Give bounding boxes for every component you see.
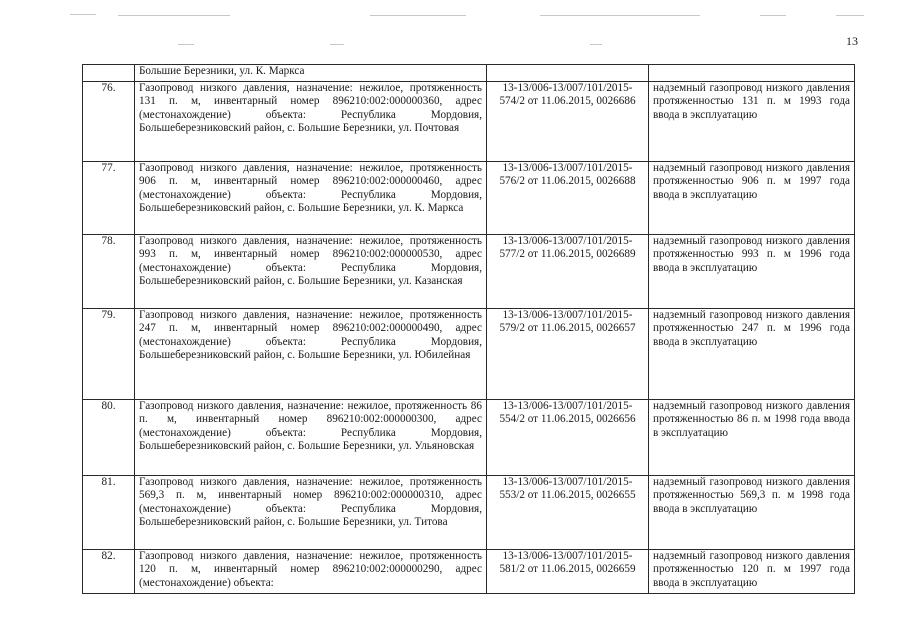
- table-row-continued: [83, 65, 855, 82]
- page-number: 13: [846, 34, 858, 48]
- note-cell: [649, 65, 855, 82]
- table-row: [83, 400, 855, 476]
- row-number-cell: 80.: [83, 400, 135, 476]
- table-row: [83, 550, 855, 594]
- table-row: [83, 235, 855, 309]
- object-description-cell: Газопровод низкого давления, назначение: нежилое, протяженность 247 п. м, инвентарный номер 896210:002:000000490, адрес (местонахождение) объекта: Республика Мордовия, Большеберезниковский район, с. Большие Березники, ул. Юбилейная: [135, 309, 487, 400]
- registration-cell: [487, 65, 649, 82]
- row-number-cell: 77.: [83, 162, 135, 235]
- object-description-cell: Газопровод низкого давления, назначение: нежилое, протяженность 86 п. м, инвентарный номер 896210:002:000000300, адрес (местонахождение) объекта: Республика Мордовия, Большеберезниковский район, с. Большие Березники, ул. Ульяновская: [135, 400, 487, 476]
- scan-artifact: [118, 15, 230, 16]
- object-description-cell: Газопровод низкого давления, назначение: нежилое, протяженность 906 п. м, инвентарный номер 896210:002:000000460, адрес (местонахождение) объекта: Республика Мордовия, Большеберезниковский район, с. Большие Березники, ул. К. Маркса: [135, 162, 487, 235]
- row-number-cell: 81.: [83, 476, 135, 550]
- row-number-cell: 82.: [83, 550, 135, 594]
- registration-cell: 13-13/006-13/007/101/2015-553/2 от 11.06.2015, 0026655: [487, 476, 649, 550]
- scan-artifact: [590, 44, 602, 45]
- registry-table: [82, 64, 855, 594]
- note-cell: надземный газопровод низкого давления протяженностью 569,3 п. м 1998 года ввода в эксплуатацию: [649, 476, 855, 550]
- note-cell: надземный газопровод низкого давления протяженностью 131 п. м 1993 года ввода в эксплуатацию: [649, 82, 855, 162]
- note-cell: надземный газопровод низкого давления протяженностью 120 п. м 1997 года ввода в эксплуатацию: [649, 550, 855, 594]
- registration-cell: 13-13/006-13/007/101/2015-554/2 от 11.06.2015, 0026656: [487, 400, 649, 476]
- registration-cell: 13-13/006-13/007/101/2015-581/2 от 11.06.2015, 0026659: [487, 550, 649, 594]
- object-description-cell: Газопровод низкого давления, назначение: нежилое, протяженность 993 п. м, инвентарный номер 896210:002:000000530, адрес (местонахождение) объекта: Республика Мордовия, Большеберезниковский район, с. Большие Березники, ул. Казанская: [135, 235, 487, 309]
- registration-cell: 13-13/006-13/007/101/2015-574/2 от 11.06.2015, 0026686: [487, 82, 649, 162]
- scan-artifact: [178, 44, 194, 45]
- note-cell: надземный газопровод низкого давления протяженностью 86 п. м 1998 года ввода в эксплуатацию: [649, 400, 855, 476]
- note-cell: надземный газопровод низкого давления протяженностью 247 п. м 1996 года ввода в эксплуатацию: [649, 309, 855, 400]
- scan-artifact: [540, 15, 700, 16]
- registration-cell: 13-13/006-13/007/101/2015-576/2 от 11.06.2015, 0026688: [487, 162, 649, 235]
- registration-cell: 13-13/006-13/007/101/2015-579/2 от 11.06.2015, 0026657: [487, 309, 649, 400]
- object-description-cell: Газопровод низкого давления, назначение: нежилое, протяженность 131 п. м, инвентарный номер 896210:002:000000360, адрес (местонахождение) объекта: Республика Мордовия, Большеберезниковский район, с. Большие Березники, ул. Почтовая: [135, 82, 487, 162]
- scan-artifact: [330, 44, 344, 45]
- scan-artifact: [836, 15, 864, 16]
- table-row: [83, 82, 855, 162]
- object-description-cell: Газопровод низкого давления, назначение: нежилое, протяженность 120 п. м, инвентарный номер 896210:002:000000290, адрес (местонахождение) объекта:: [135, 550, 487, 594]
- note-cell: надземный газопровод низкого давления протяженностью 906 п. м 1997 года ввода в эксплуатацию: [649, 162, 855, 235]
- row-number-cell: [83, 65, 135, 82]
- row-number-cell: 79.: [83, 309, 135, 400]
- note-cell: надземный газопровод низкого давления протяженностью 993 п. м 1996 года ввода в эксплуатацию: [649, 235, 855, 309]
- object-description-cell: Большие Березники, ул. К. Маркса: [135, 65, 487, 82]
- row-number-cell: 76.: [83, 82, 135, 162]
- scan-artifact: [70, 14, 96, 15]
- table-row: [83, 162, 855, 235]
- row-number-cell: 78.: [83, 235, 135, 309]
- scan-artifact: [370, 15, 466, 16]
- table-row: [83, 309, 855, 400]
- table-row: [83, 476, 855, 550]
- scan-artifact: [760, 15, 786, 16]
- object-description-cell: Газопровод низкого давления, назначение: нежилое, протяженность 569,3 п. м, инвентарный номер 896210:002:000000310, адрес (местонахождение) объекта: Республика Мордовия, Большеберезниковский район, с. Большие Березники, ул. Титова: [135, 476, 487, 550]
- registration-cell: 13-13/006-13/007/101/2015-577/2 от 11.06.2015, 0026689: [487, 235, 649, 309]
